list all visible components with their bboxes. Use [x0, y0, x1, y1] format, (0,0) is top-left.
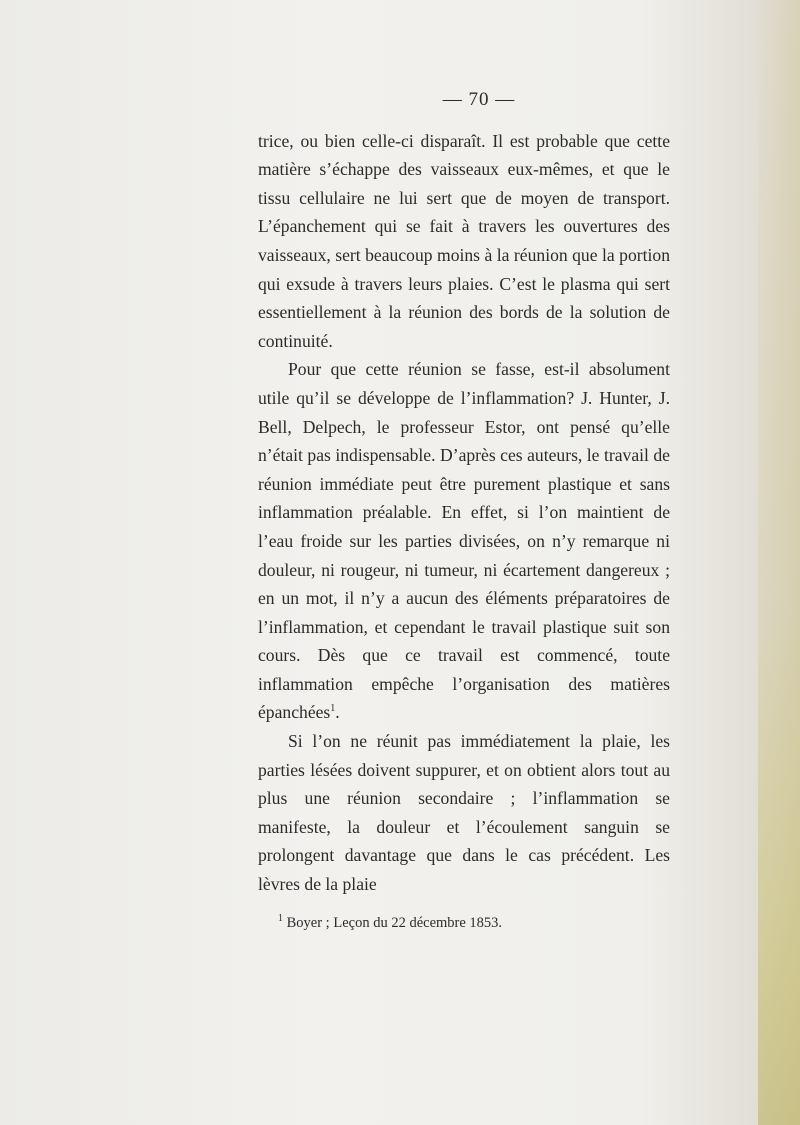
page-number: — 70 — [442, 89, 516, 110]
paragraph-text: Pour que cette réunion se fasse, est-il absolument utile qu’il se développe de l’inflammation? J. Hunter, J. Bell, Delpech, le professeur Estor, ont pensé qu’elle n’était pas indispensable. D’après ces auteurs, le travail de réunion immédiate peut être purement plastique et sans inflammation préalable. En effet, si l’on maintient de l’eau froide sur les parties divisées, on n’y remarque ni douleur, ni rougeur, ni tumeur, ni écartement dangereux ; en un mot, il n’y a aucun des éléments préparatoires de l’inflammation, et cependant le travail plastique suit son cours. Dès que ce travail est commencé, toute inflammation empêche l’organisation des matières épanchées [258, 359, 670, 723]
paragraph-continued [258, 127, 670, 356]
paragraph-reunion [258, 355, 670, 727]
footnote-reference[interactable]: 1 [330, 703, 336, 715]
paragraph-text: trice, ou bien celle-ci disparaît. Il est probable que cette matière s’échappe des vaisseaux eux-mêmes, et que le tissu cellulaire ne lui sert que de moyen de transport. L’épanchement qui se fait à travers les ouvertures des vaisseaux, sert beaucoup moins à la réunion que la portion qui exsude à travers leurs plaies. C’est le plasma qui sert essentiellement à la réunion des bords de la solution de continuité. [258, 130, 670, 351]
text-block [258, 86, 670, 933]
footnote [278, 913, 670, 933]
footnote-mark: 1 [278, 912, 283, 924]
paragraph-text: Si l’on ne réunit pas immédiatement la plaie, les parties lésées doivent suppurer, et on obtient alors tout au plus une réunion secondaire ; l’inflammation se manifeste, la douleur et l’écoulement sanguin se prolongent davantage que dans le cas précédent. Les lèvres de la plaie [258, 731, 670, 895]
paper-edge-stain [758, 0, 800, 1125]
paragraph-end-punctuation: . [335, 702, 340, 723]
footnote-text: Boyer ; Leçon du 22 décembre 1853. [286, 914, 503, 931]
paragraph-suppuration [258, 727, 670, 899]
